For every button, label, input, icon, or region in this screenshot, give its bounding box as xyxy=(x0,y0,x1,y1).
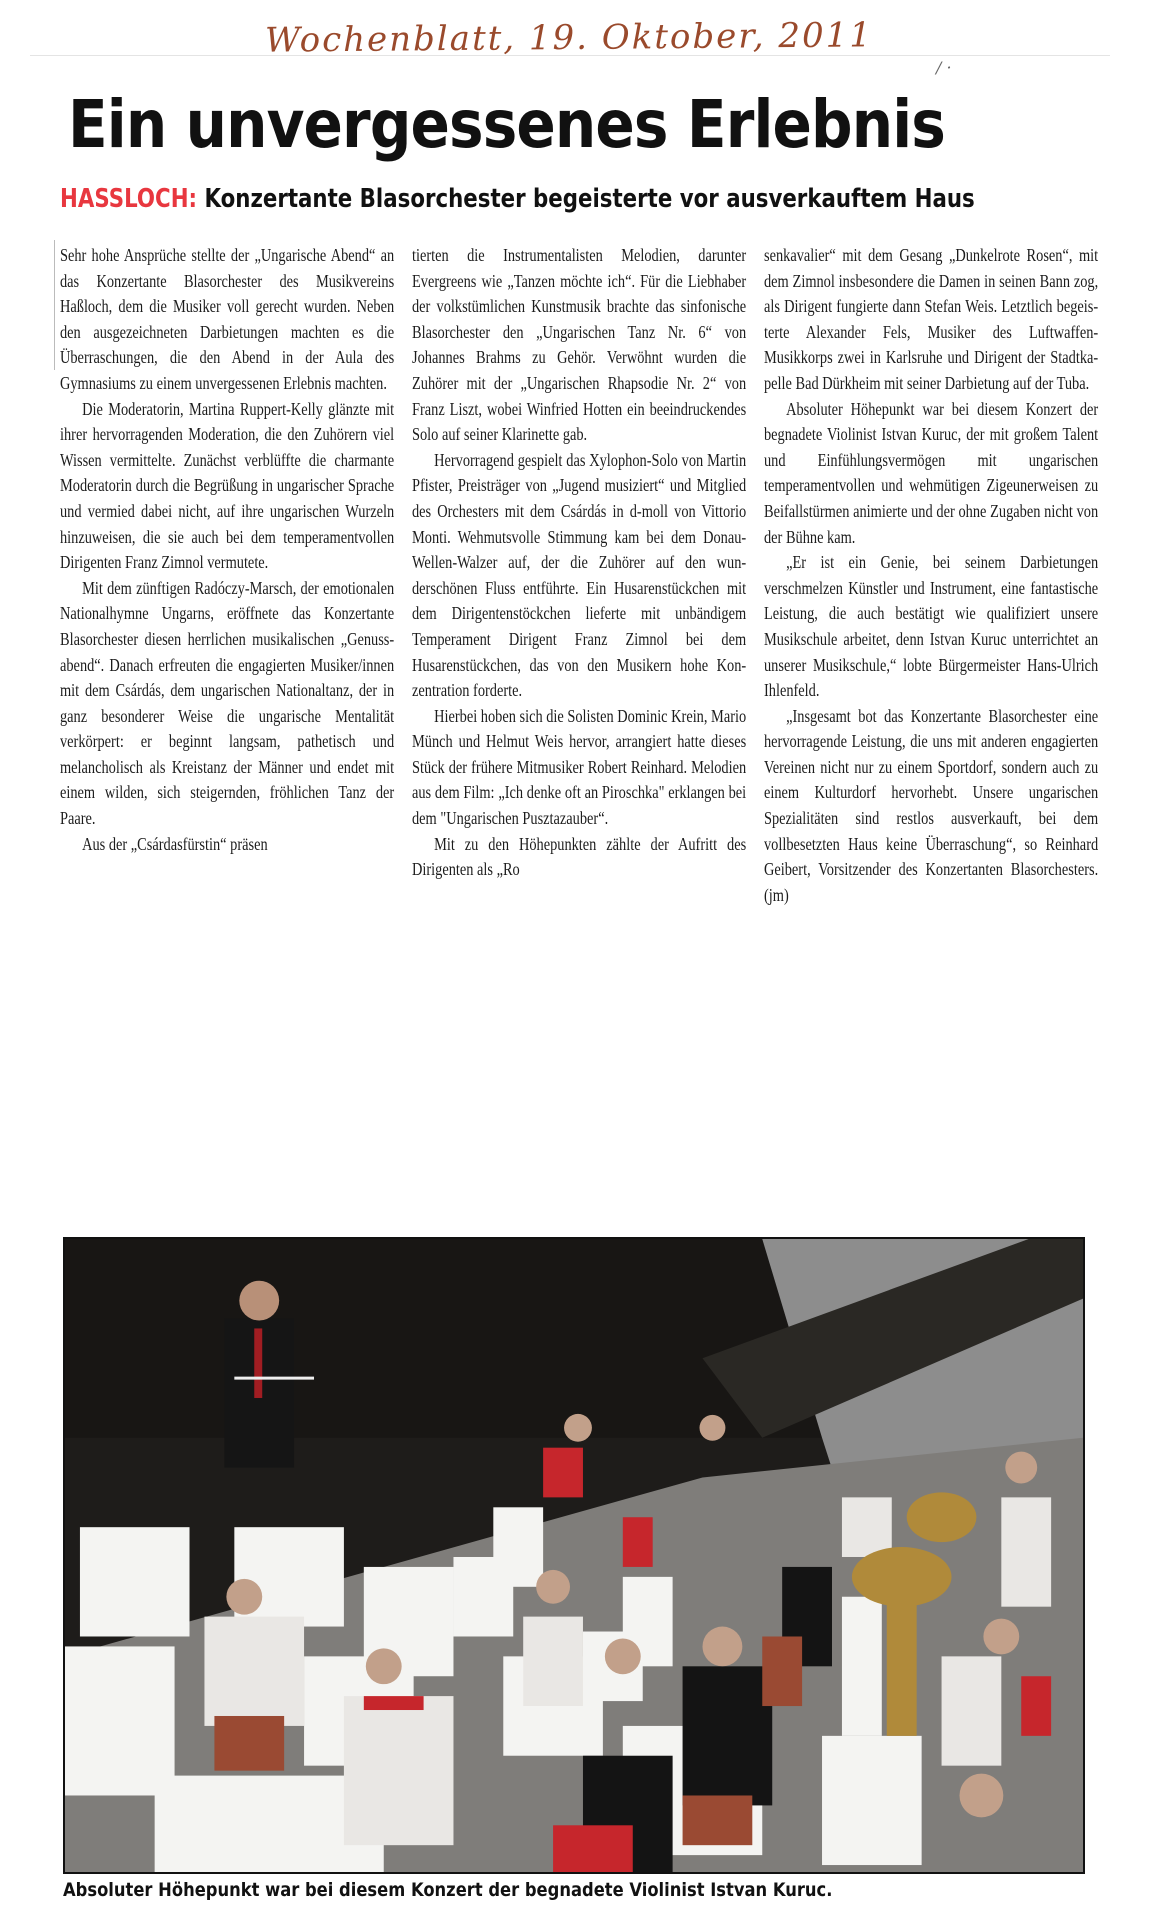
paragraph: Sehr hohe Ansprüche stellte der „Ungarische Abend“ an das Konzertante Blasorchester des Musikvereins Haßloch, dem die Musiker voll gerecht wurden. Neben den ausgezeichneten Darbietungen machten es die Überraschungen, die den Abend in der Aula des Gymnasiums zu einem unvergessenen Erlebnis machten. xyxy=(60,245,395,393)
paragraph: Mit zu den Höhepunkten zählte der Aufritt des Dirigenten als „Ro xyxy=(412,833,747,880)
scan-margin-line xyxy=(54,240,55,370)
column-text xyxy=(60,243,394,857)
article-body xyxy=(60,243,1100,1228)
headline: Ein unvergessenes Erlebnis xyxy=(68,86,945,163)
column-text xyxy=(412,243,746,883)
article-column-2 xyxy=(412,243,746,1228)
column-text xyxy=(764,243,1098,908)
paragraph: „Insgesamt bot das Konzertante Blasorchester eine hervorragende Leistung, die uns mit anderen engagierten Vereinen nicht nur zu einem Sportdorf, sondern auch zu einem Kulturdorf hervorhebt. Unsere ungarischen Spezialitäten sind restlos ausverkauft, bei dem vollbesetzten Haus keine Überraschung“, so Reinhard Geibert, Vorsitzender des Konzertanten Blasorchesters. (jm) xyxy=(764,705,1099,905)
handwritten-source-note: Wochenblatt, 19. Oktober, 2011 xyxy=(264,15,874,61)
photo-caption: Absoluter Höhepunkt war bei diesem Konzert der begnadete Violinist Istvan Kuruc. xyxy=(63,1879,833,1901)
subheadline-text: Konzertante Blasorchester begeisterte vor ausverkauftem Haus xyxy=(204,184,975,214)
paragraph: Hierbei hoben sich die Solisten Dominic Krein, Mario Münch und Helmut Weis hervor, arrangiert hatte dieses Stück der frühere Mitmusiker Robert Reinhard. Melodien aus dem Film: „Ich denke oft an Piroschka" erklangen bei dem "Ungarischen Pusztazauber“. xyxy=(412,705,747,829)
article-column-1 xyxy=(60,243,394,1228)
paragraph: Mit dem zünftigen Radóczy-Marsch, der emotionalen Nationalhymne Ungarns, eröffnete das Konzertante Blasorchester diesen herrlichen musikalischen „Genussabend“. Danach erfreuten die engagierten Musiker/innen mit dem Csárdás, dem ungarischen Nationaltanz, der in ganz besonderer Weise die ungarische Mentalität verkörpert: er beginnt langsam, pathetisch und melancholisch als Kreistanz der Männer und endet mit einem wilden, sich steigernden, fröhlichen Tanz der Paare. xyxy=(60,577,395,829)
subheadline xyxy=(60,184,975,214)
pen-mark: / · xyxy=(936,58,952,77)
paragraph: senkavalier“ mit dem Gesang „Dunkelrote Rosen“, mit dem Zimnol insbesondere die Damen in seinen Bann zog, als Dirigent fungierte dann Stefan Weis. Letztlich begeisterte Alexander Fels, Musiker des Luftwaffen-Musikkorps zwei in Karlsruhe und Dirigent der Stadtkapelle Bad Dürkheim mit seiner Darbietung auf der Tuba. xyxy=(764,245,1099,393)
paragraph: Aus der „Csárdasfürstin“ präsen xyxy=(82,833,268,854)
paragraph: tierten die Instrumentalisten Melodien, darunter Evergreens wie „Tanzen möchte ich“. Für die Liebhaber der volkstümlichen Kunstmusik brachte das sinfonische Blasorchester den „Ungarischen Tanz Nr. 6“ von Johannes Brahms zu Gehör. Verwöhnt wurden die Zuhörer mit der „Ungarischen Rhapsodie Nr. 2“ von Franz Liszt, wobei Winfried Hotten ein beeindruckendes Solo auf seiner Klarinette gab. xyxy=(412,245,747,445)
concert-photo xyxy=(63,1237,1085,1874)
dateline-place: HASSLOCH: xyxy=(60,184,198,214)
paragraph: Absoluter Höhepunkt war bei diesem Konzert der begnadete Violinist Istvan Kuruc, der mit großem Talent und Einfühlungsvermögen mit ungarischen temperamentvollen und wehmütigen Zigeunerweisen zu Beifallstürmen animierte und der ohne Zugaben nicht von der Bühne kam. xyxy=(764,398,1099,547)
paragraph: Die Moderatorin, Martina Ruppert-Kelly glänzte mit ihrer hervorragenden Moderation, die den Zuhörern viel Wissen vermittelte. Zunächst verblüffte die charmante Moderatorin durch die Begrüßung in ungarischer Sprache und vermied dabei nicht, auf ihre ungarischen Wurzeln hinzuweisen, die sie auch bei dem temperamentvollen Dirigenten Franz Zimnol vermutete. xyxy=(60,398,395,573)
paragraph: „Er ist ein Genie, bei seinem Darbietungen verschmelzen Künstler und Instrument, eine fantastische Leistung, die auch bestätigt wie qualifiziert unsere Musikschule arbeitet, denn Istvan Kuruc unterrichtet an unserer Musikschule,“ lobte Bürgermeister Hans-Ulrich Ihlenfeld. xyxy=(764,552,1099,701)
article-column-3 xyxy=(764,243,1098,1228)
orchestra-illustration xyxy=(65,1239,1083,1872)
paragraph: Hervorragend gespielt das Xylophon-Solo von Martin Pfister, Preisträger von „Jugend musiziert“ und Mitglied des Orchesters mit dem Csárdás in d-moll von Vittorio Monti. Wehmutsvolle Stimmung kam bei dem Donau-Wellen-Walzer auf, der die Zuhörer auf den wunderschönen Fluss entführte. Ein Husarenstückchen mit dem Dirigentenstöckchen lieferte mit unbändigem Temperament Dirigent Franz Zimnol bei dem Husarenstückchen, das von den Musikern hohe Konzentration forderte. xyxy=(412,449,747,701)
